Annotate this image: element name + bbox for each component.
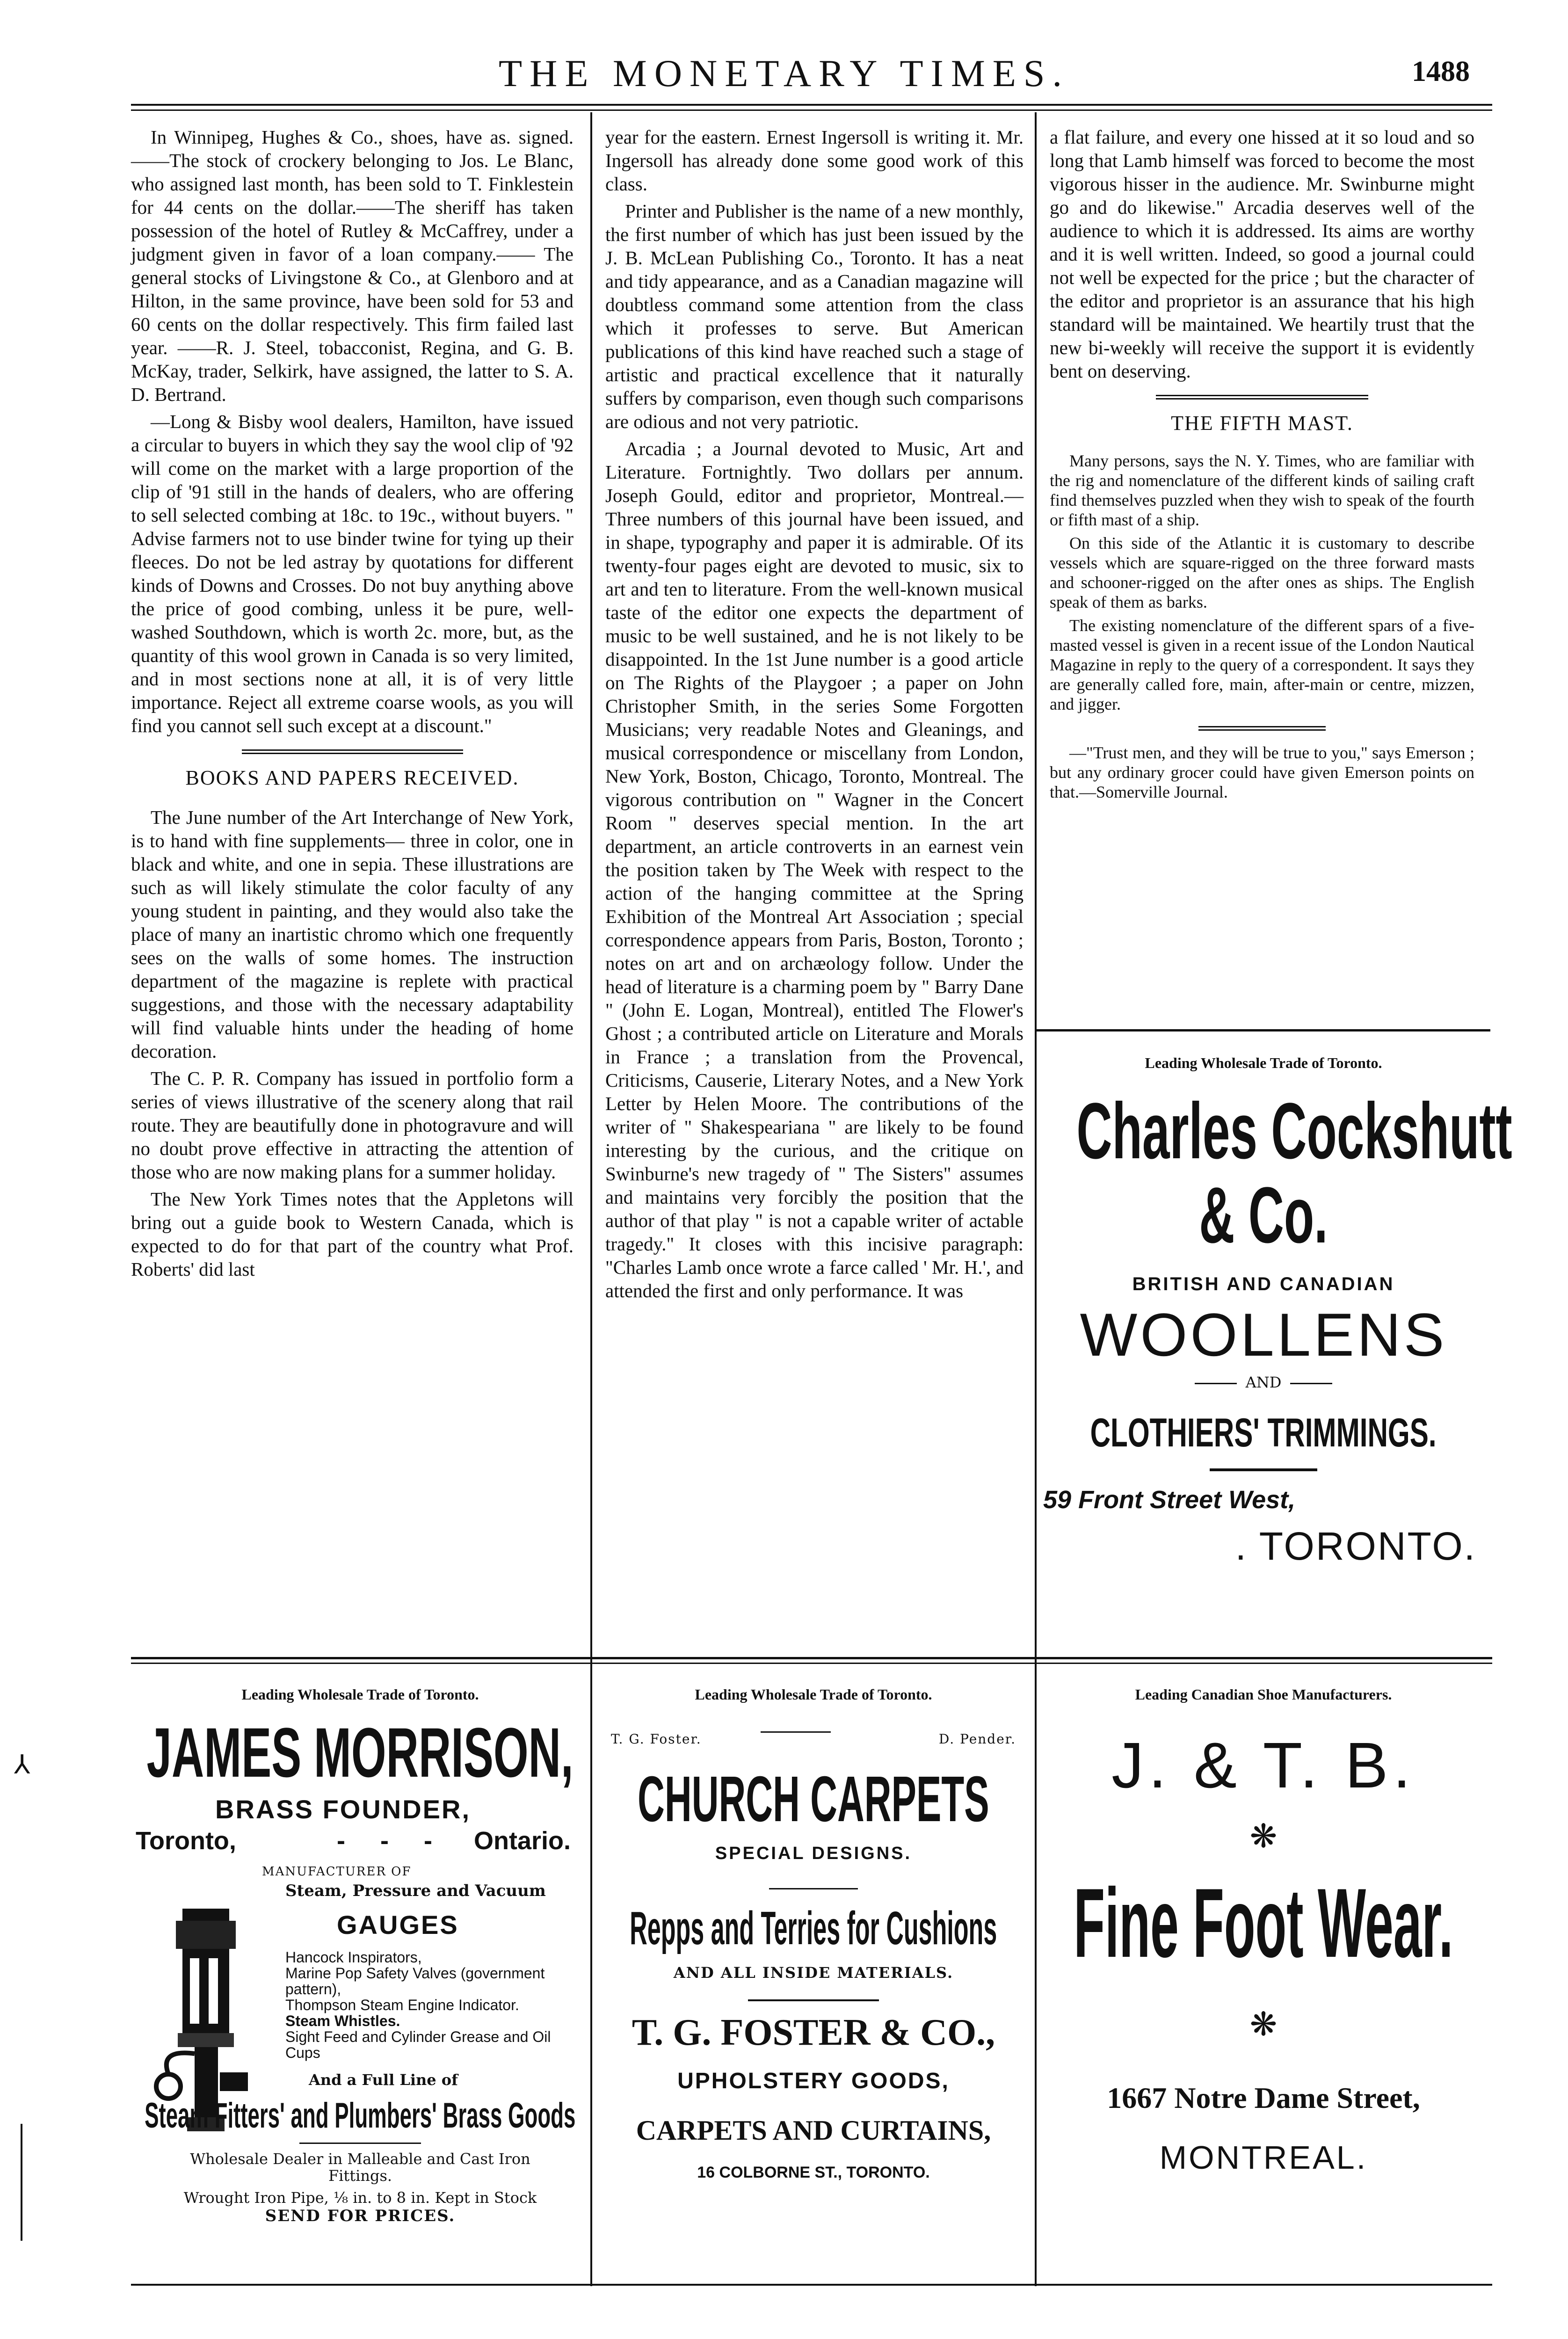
fine-foot-wear: Fine Foot Wear. [1074, 1868, 1453, 1978]
ad-header: Leading Wholesale Trade of Toronto. [241, 1686, 479, 1703]
ad-rule [1037, 1029, 1490, 1031]
morrison-item-1: Hancock Inspirators, [285, 1949, 422, 1966]
morrison-item-3: Thompson Steam Engine Indicator. [285, 1997, 519, 2013]
column-3 [1050, 125, 1474, 806]
full-line: And a Full Line of [309, 2071, 458, 2089]
cockshutt-address: 59 Front Street West, [1043, 1486, 1296, 1514]
books-papers-heading: BOOKS AND PAPERS RECEIVED. [185, 766, 519, 789]
morrison-city: Toronto, [136, 1827, 236, 1855]
header-rule-top [131, 104, 1492, 106]
ad-header: Leading Wholesale Trade of Toronto. [695, 1686, 932, 1703]
morrison-name: JAMES MORRISON, [146, 1713, 574, 1792]
masthead-title: THE MONETARY TIMES. [499, 52, 1069, 94]
bottom-rule [131, 2284, 1492, 2286]
pender-name: D. Pender. [938, 1731, 1016, 1747]
location-dashes: - - - [337, 1827, 446, 1855]
fifth-mast-heading: THE FIFTH MAST. [1171, 412, 1353, 435]
morrison-item-4: Steam Whistles. [285, 2012, 400, 2029]
jtb-address: 1667 Notre Dame Street, [1107, 2081, 1420, 2114]
emerson-quote: —"Trust men, and they will be true to you," says Emerson ; but any ordinary grocer could have given Emerson points on that.—Somerville Journal. [1050, 743, 1474, 801]
clothiers-trimmings: CLOTHIERS' TRIMMINGS. [1090, 1410, 1437, 1455]
column-2 [605, 125, 1024, 1306]
winnipeg-paragraph: In Winnipeg, Hughes & Co., shoes, have as. signed.——The stock of crockery belonging to Jos. Le Blanc, who assigned last month, has been sold to T. Finklestein for 44 cents on the dollar.——The sheriff has taken possession of the hotel of Rutley & McCaffrey, under a judgment given in favor of a loan company.—— The general stocks of Livingstone & Co., at Glenboro and at Hilton, in the same province, have been sold for 53 and 60 cents on the dollar respectively. This firm failed last year. ——R. J. Steel, tobacconist, Regina, and G. B. McKay, trader, Selkirk, have assigned, the latter to S. A. D. Bertrand. [131, 126, 573, 405]
foster-name: T. G. Foster. [611, 1731, 702, 1747]
ad-header: Leading Canadian Shoe Manufacturers. [1135, 1686, 1392, 1703]
manufacturer-of: MANUFACTURER OF [262, 1865, 412, 1879]
column-1 [131, 125, 573, 1285]
upholstery-goods: UPHOLSTERY GOODS, [677, 2069, 950, 2093]
british-canadian: BRITISH AND CANADIAN [1132, 1274, 1395, 1294]
cockshutt-co: & Co. [1199, 1171, 1328, 1260]
jtb-city: MONTREAL. [1159, 2139, 1368, 2176]
special-designs: SPECIAL DESIGNS. [715, 1844, 912, 1863]
cockshutt-city: . TORONTO. [1235, 1524, 1476, 1568]
foster-company: T. G. FOSTER & CO., [632, 2012, 995, 2053]
margin-mark: ⅄ [14, 1750, 30, 1780]
steam-pressure: Steam, Pressure and Vacuum [285, 1881, 546, 1900]
bottom-ads-rule-top [131, 1657, 1492, 1659]
gauges: GAUGES [337, 1910, 459, 1939]
morrison-province: Ontario. [473, 1827, 571, 1855]
jtb-name: J. & T. B. [1111, 1729, 1416, 1801]
send-for-prices: SEND FOR PRICES. [265, 2207, 456, 2225]
ny-times-paragraph: The New York Times notes that the Appletons will bring out a guide book to Western Canada, which is expected to do for that part of the country what Prof. Roberts' did last [131, 1188, 573, 1280]
wool-dealers-paragraph: —Long & Bisby wool dealers, Hamilton, have issued a circular to buyers in which they say the wool clip of '92 will come on the market with a large proportion of the clip of '91 still in the hands of dealers, who are offering to sell selected combing at 18c. to 19c., without buyers. " Advise farmers not to use binder twine for tying up their fleeces. Do not be led astray by quotations for different kinds of Downs and Crosses. Do not buy anything above the price of good combing, unless it be pure, well-washed Southdown, which is worth 2c. more, but, as the quantity of this wool grown in Canada is so very limited, and in most sections none at all, it is of very little importance. Reject all extreme coarse wools, as you will find you cannot sell such except at a discount." [131, 411, 573, 736]
foster-address: 16 COLBORNE ST., TORONTO. [697, 2164, 930, 2181]
church-carpets: CHURCH CARPETS [638, 1763, 989, 1835]
bottom-ads-rule-bottom [131, 1663, 1492, 1664]
section-separator [1156, 395, 1368, 400]
ad-morrison [131, 1670, 589, 2283]
page-number: 1488 [1412, 56, 1470, 87]
morrison-item-2: Marine Pop Safety Valves (government pattern), [285, 1965, 545, 1998]
fifth-mast-paragraph-1: Many persons, says the N. Y. Times, who are familiar with the rig and nomenclature of the different kinds of sailing craft find themselves puzzled when they wish to speak of the fourth or fifth mast of a ship. [1050, 451, 1474, 529]
brass-founder: BRASS FOUNDER, [215, 1794, 471, 1824]
section-separator [1198, 726, 1326, 731]
column-divider-1 [590, 112, 592, 1665]
fifth-mast-paragraph-2: On this side of the Atlantic it is customary to describe vessels which are square-rigged on the three forward masts and schooner-rigged on the after ones as ships. The English speak of them as barks. [1050, 534, 1474, 611]
arcadia-paragraph: Arcadia ; a Journal devoted to Music, Art and Literature. Fortnightly. Two dollars per annum. Joseph Gould, editor and proprietor, Montreal.—Three numbers of this journal have been issued, and in shape, typography and paper it is admirable. Of its twenty-four pages eight are devoted to music, six to art and ten to literature. From the well-known musical taste of the editor one expects the department of music to be well sustained, and he is not likely to be disappointed. In the 1st June number is a good article on The Rights of the Playgoer ; a paper on John Christopher Smith, in the series Some Forgotten Musicians; very readable Notes and Gleanings, and musical correspondence or miscellany from London, New York, Boston, Chicago, Toronto, Montreal. The vigorous contribution on " Wagner in the Concert Room " deserves special mention. In the art department, an article controverts in an earnest vein the position taken by The Week with respect to the action of the hanging committee at the Spring Exhibition of the Montreal Art Association ; special correspondence appears from Paris, Boston, Toronto ; notes on art and on archæology follow. Under the head of literature is a charming poem by " Barry Dane " (John E. Logan, Montreal), entitled The Flower's Ghost ; a contributed article on Literature and Morals in France ; a translation from the Provencal, Criticisms, Causerie, Literary Notes, and a New York Letter by Helen Moore. The contributions of the writer of " Shakespeariana " are likely to be found interesting by the curious, and the critique on Swinburne's new tragedy of " The Sisters" assumes and maintains very forcibly the position that the author of that play " is not a capable writer of actable tragedy." It closes with this incisive paragraph: "Charles Lamb once wrote a farce called ' Mr. H.', and attended the first and only performance. It was [605, 438, 1024, 1301]
wrought-iron-pipe: Wrought Iron Pipe, ⅛ in. to 8 in. Kept in Stock [183, 2189, 537, 2207]
ad-jtb [1037, 1670, 1490, 2283]
margin-line [21, 2124, 22, 2241]
repps-terries: Repps and Terries for Cushions [630, 1902, 997, 1954]
cpr-paragraph: The C. P. R. Company has issued in portfolio form a series of views illustrative of the scenery along that rail route. They are beautifully done in photogravure and will no doubt prove effective in attracting the attention of those who are now making plans for a summer holiday. [131, 1068, 573, 1183]
inside-materials: AND ALL INSIDE MATERIALS. [673, 1964, 954, 1982]
ad-cockshutt [1037, 1035, 1512, 1657]
ornament-icon-2: ❋ [1249, 2005, 1278, 2043]
ad-foster [592, 1670, 1035, 2283]
art-interchange-paragraph: The June number of the Art Interchange of New York, is to hand with fine supplements— three in color, one in black and white, and one in sepia. These illustrations are such as will likely stimulate the color faculty of any young student in painting, and they would also take the place of many an inartistic chromo which one frequently sees on the walls of some homes. The instruction department of the magazine is replete with practical suggestions, and those with the necessary adaptability will find valuable hints under the heading of home decoration. [131, 806, 573, 1062]
ad-header: Leading Wholesale Trade of Toronto. [1145, 1054, 1382, 1071]
printer-publisher-paragraph: Printer and Publisher is the name of a new monthly, the first number of which has just been issued by the J. B. McLean Publishing Co., Toronto. It has a neat and tidy appearance, and as a Canadian magazine will doubtless command some attention from the class which it professes to serve. But American publications of this kind have reached such a stage of artistic and practical excellence that it naturally suffers by comparison, even though such comparisons are odious and not very patriotic. [605, 200, 1024, 432]
carpets-curtains: CARPETS AND CURTAINS, [636, 2115, 991, 2146]
wholesale-dealer: Wholesale Dealer in Malleable and Cast Iron Fittings. [190, 2150, 530, 2185]
cockshutt-name: Charles Cockshutt [1076, 1087, 1512, 1176]
header-rule-bottom [131, 109, 1492, 111]
arcadia-continued-paragraph: a flat failure, and every one hissed at it so loud and so long that Lamb himself was forced to become the most vigorous hisser in the audience. Mr. Swinburne might go and do likewise." Arcadia deserves well of the audience to which it is addressed. Its aims are worthy and it is well written. Indeed, so good a journal could not well be expected for the price ; but the character of the editor and proprietor is an assurance that his high standard will be maintained. We heartily trust that the new bi-weekly will receive the support it is evidently bent on deserving. [1050, 126, 1474, 382]
fifth-mast-paragraph-3: The existing nomenclature of the different spars of a five-masted vessel is given in a recent issue of the London Nautical Magazine in reply to the query of a correspondent. It says they are generally called fore, main, after-main or centre, mizzen, and jigger. [1050, 616, 1474, 713]
woollens: WOOLLENS [1080, 1300, 1447, 1369]
ingersoll-paragraph: year for the eastern. Ernest Ingersoll is writing it. Mr. Ingersoll has already done some good work of this class. [605, 126, 1024, 195]
section-separator [242, 749, 463, 754]
and-word: AND [1245, 1373, 1282, 1391]
brass-goods: Steam Fitters' and Plumbers' Brass Goods [145, 2096, 576, 2136]
morrison-item-5: Sight Feed and Cylinder Grease and Oil Cups [285, 2028, 551, 2061]
ornament-icon: ❋ [1249, 1817, 1278, 1855]
